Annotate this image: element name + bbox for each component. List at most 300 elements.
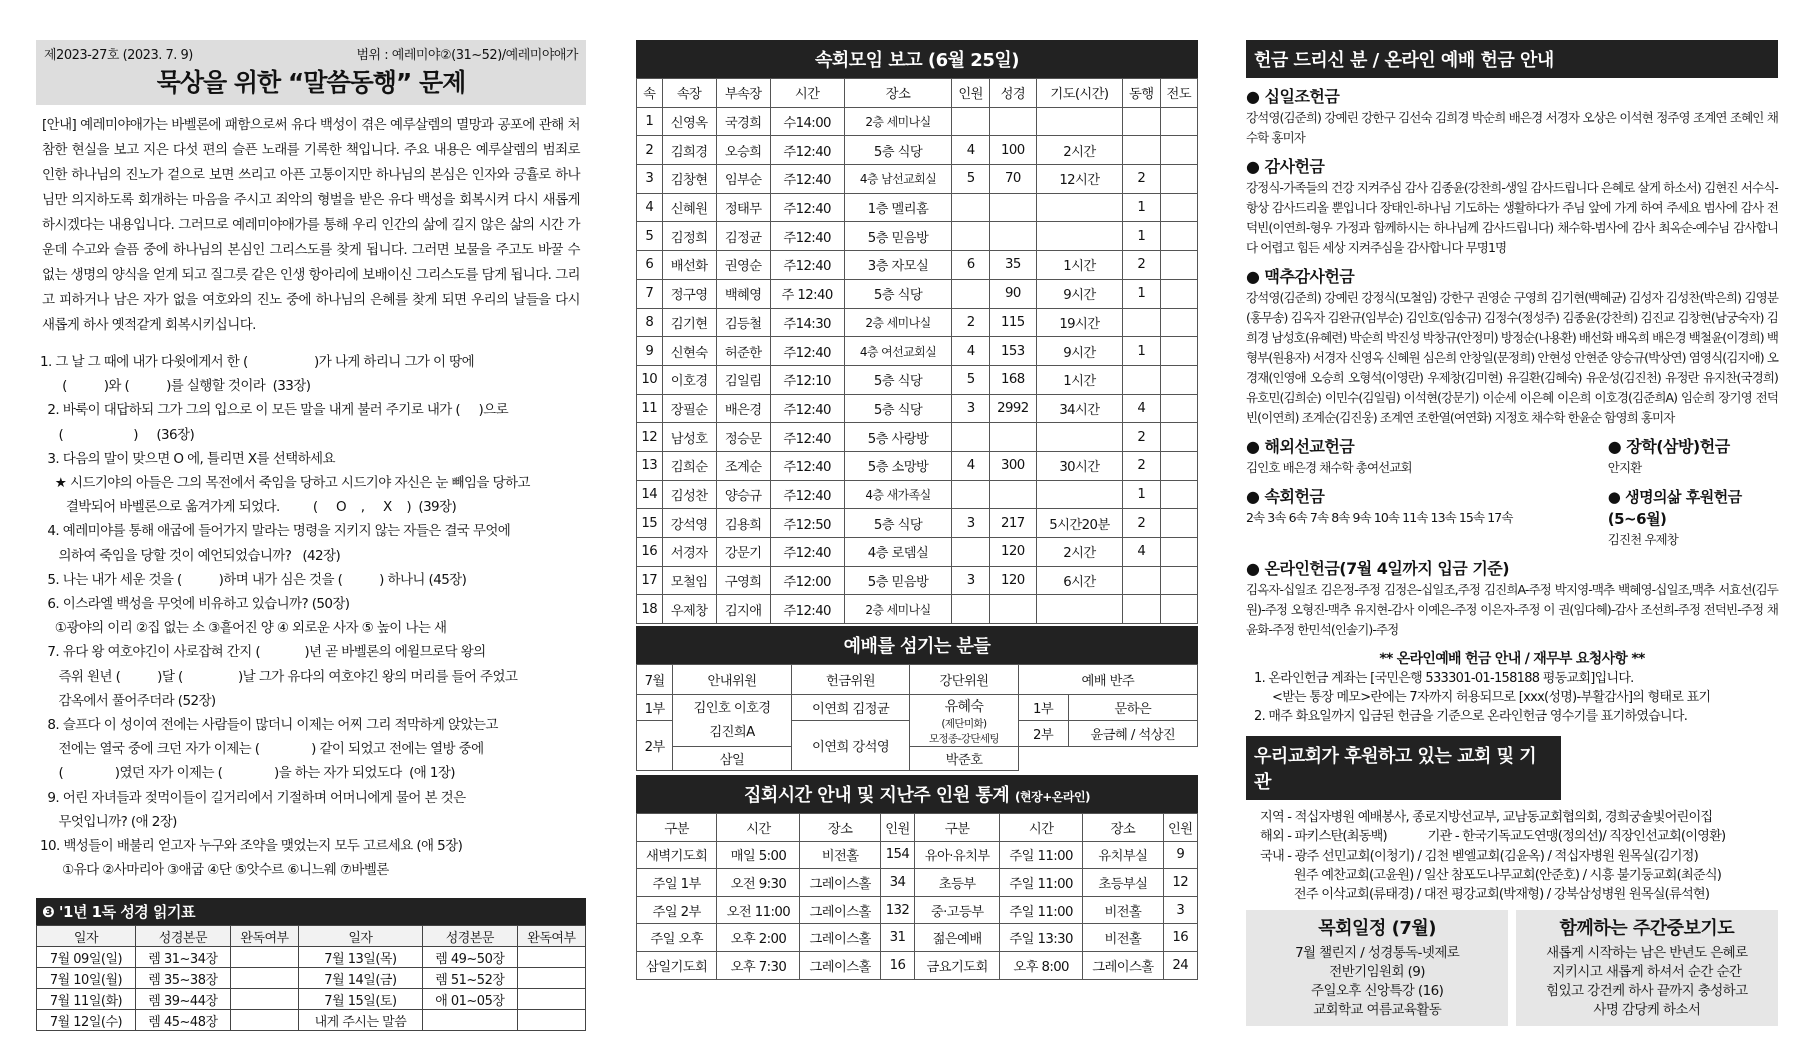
cell-names: 2속 3속 6속 7속 8속 9속 10속 11속 13속 15속 17속 xyxy=(1246,510,1513,525)
stats-cell: 매일 5:00 xyxy=(717,841,800,869)
issue-number: 제2023-27호 (2023. 7. 9) xyxy=(44,48,193,63)
meeting-cell: 수14:00 xyxy=(770,107,844,136)
acc-name-2: 윤금혜 / 석상진 xyxy=(1068,721,1197,747)
stats-cell: 그레이스홀 xyxy=(800,869,880,897)
prayer-line-2: 지키시고 새롭게 하셔서 순간 순간 xyxy=(1552,964,1742,981)
meeting-cell: 권영순 xyxy=(716,251,770,280)
reading-cell xyxy=(517,1010,585,1031)
support-title: 우리교회가 후원하고 있는 교회 및 기관 xyxy=(1246,736,1561,800)
stats-cell: 16 xyxy=(880,952,914,980)
meeting-cell xyxy=(1160,222,1198,251)
reading-cell xyxy=(230,989,298,1010)
tithe-names: 강석영(김준희) 강예린 강한구 김선숙 김희경 박순희 배은경 서경자 오상은 이석현 정주영 조계연 조혜인 채수학 홍미자 xyxy=(1246,110,1778,145)
meeting-cell: 19시간 xyxy=(1036,308,1122,337)
stats-cell: 오후 8:00 xyxy=(1000,952,1083,980)
acc-label-1: 1부 xyxy=(1018,695,1068,721)
meeting-cell: 5 xyxy=(952,165,989,194)
question-line: 감옥에서 풀어주더라 (52장) xyxy=(40,692,216,709)
question-line: 6. 이스라엘 백성을 무엇에 비유하고 있습니까? (50장) xyxy=(40,596,350,613)
meeting-cell: 15 xyxy=(637,509,663,538)
meeting-cell: 5층 사랑방 xyxy=(844,423,952,452)
stats-cell: 금요기도회 xyxy=(915,952,1000,980)
pastor-schedule-title: 목회일정 (7월) xyxy=(1318,918,1436,940)
table-row xyxy=(637,279,1198,308)
scholarship-names: 안지환 xyxy=(1607,460,1642,475)
meeting-cell xyxy=(1123,136,1160,165)
cell-heading: ● 속회헌금 xyxy=(1246,487,1325,506)
reading-cell: 7월 15일(토) xyxy=(299,989,423,1010)
pastor-schedule-box xyxy=(1246,910,1508,1026)
stats-cell: 유아·유치부 xyxy=(915,841,1000,869)
stats-cell: 새벽기도회 xyxy=(637,841,717,869)
table-row xyxy=(637,337,1198,366)
meeting-header-cell: 전도 xyxy=(1160,79,1198,108)
meeting-cell: 2 xyxy=(952,308,989,337)
meeting-cell: 12 xyxy=(637,423,663,452)
meeting-cell: 주12:40 xyxy=(770,222,844,251)
column-reports xyxy=(636,40,1198,980)
stats-cell: 주일 13:30 xyxy=(1000,924,1083,952)
meeting-cell: 153 xyxy=(989,337,1036,366)
meeting-cell: 신영옥 xyxy=(662,107,716,136)
meeting-cell: 김일림 xyxy=(716,365,770,394)
meeting-cell: 김희경 xyxy=(662,136,716,165)
reading-cell xyxy=(230,1010,298,1031)
meeting-header-cell: 인원 xyxy=(952,79,989,108)
question-line: 8. 슬프다 이 성이여 전에는 사람들이 많더니 이제는 어찌 그리 적막하게 앉았는고 xyxy=(40,717,498,734)
stats-cell: 주일 11:00 xyxy=(1000,869,1083,897)
meeting-cell: 4층 새가족실 xyxy=(844,480,952,509)
meeting-cell: 5층 믿음방 xyxy=(844,222,952,251)
meeting-cell xyxy=(952,193,989,222)
meeting-cell: 18 xyxy=(637,595,663,624)
meeting-cell: 5층 식당 xyxy=(844,394,952,423)
meeting-cell: 김정희 xyxy=(662,222,716,251)
acc-label-2: 2부 xyxy=(1018,721,1068,747)
meeting-cell xyxy=(989,193,1036,222)
table-row xyxy=(637,924,1198,952)
table-row xyxy=(37,968,586,989)
meeting-cell: 6 xyxy=(952,251,989,280)
meeting-cell xyxy=(989,107,1036,136)
bottom-boxes xyxy=(1246,910,1778,1026)
stats-cell: 12 xyxy=(1163,869,1197,897)
table-row xyxy=(637,841,1198,869)
column-offering xyxy=(1246,40,1778,1026)
meeting-cell: 2 xyxy=(1123,423,1160,452)
meeting-header-cell: 속 xyxy=(637,79,663,108)
meeting-cell: 5층 식당 xyxy=(844,365,952,394)
question-line: 전에는 열국 중에 크던 자가 이제는 ( ) 같이 되었고 전에는 열방 중에 xyxy=(40,741,484,758)
meeting-cell: 김용희 xyxy=(716,509,770,538)
mission-names: 김인호 배은경 채수학 총여선교회 xyxy=(1246,460,1412,475)
meeting-cell xyxy=(1160,595,1198,624)
meeting-cell: 주14:30 xyxy=(770,308,844,337)
meeting-cell: 5층 식당 xyxy=(844,509,952,538)
meeting-cell xyxy=(952,595,989,624)
scripture-range: 범위 : 예레미야②(31~52)/예레미야애가 xyxy=(356,48,578,63)
stats-cell: 삼일기도회 xyxy=(637,952,717,980)
pastor-line-4: 교회학교 여름교육활동 xyxy=(1313,1002,1442,1019)
meeting-cell: 주12:40 xyxy=(770,251,844,280)
guide-name-line: 김진희A xyxy=(709,724,755,740)
stats-cell: 9 xyxy=(1163,841,1197,869)
meeting-cell: 1시간 xyxy=(1036,251,1122,280)
table-row xyxy=(637,896,1198,924)
tithe-section xyxy=(1246,86,1778,148)
thanks-names: 강정식-가족들의 건강 지켜주심 감사 김종윤(강찬희-생일 감사드립니다 은혜로 살게 하소서) 김현진 서수식-항상 감사드리올 뿐입니다 장태인-하나님 기도하는 생활하다가 주님 앞에 가게 하여 주세요 범사에 감사 전덕빈(이연희-형우 가정과 함께하시는 하나님께 감사드립니다) 채수학-범사에 감사 최옥순-예수님 감사합니다 어렵고 힘든 세상 지켜주심을 감사합니다 무명1명 xyxy=(1246,180,1778,255)
thanks-heading: ● 감사헌금 xyxy=(1246,157,1325,176)
meeting-cell: 2992 xyxy=(989,394,1036,423)
table-row xyxy=(637,308,1198,337)
table-row xyxy=(37,947,586,968)
meeting-cell: 9 xyxy=(637,337,663,366)
worship-header-cell: 강단위원 xyxy=(910,665,1018,695)
question-line: ①광야의 이리 ②집 없는 소 ③흩어진 양 ④ 외로운 사자 ⑤ 높이 나는 새 xyxy=(40,620,447,637)
meeting-cell: 1 xyxy=(637,107,663,136)
stats-title xyxy=(636,775,1198,813)
altar-sub2: 모정종-강단세팅 xyxy=(928,732,999,745)
acc-name-1: 문하은 xyxy=(1068,695,1197,721)
meeting-cell xyxy=(1160,423,1198,452)
meeting-cell: 김정균 xyxy=(716,222,770,251)
meeting-cell: 김지애 xyxy=(716,595,770,624)
reading-header-cell: 성경본문 xyxy=(422,926,517,947)
meeting-cell: 12시간 xyxy=(1036,165,1122,194)
prayer-title: 함께하는 주간중보기도 xyxy=(1559,918,1735,940)
meeting-cell xyxy=(952,279,989,308)
stats-cell: 오후 2:00 xyxy=(717,924,800,952)
question-line: 즉위 원년 ( )달 ( )날 그가 유다의 여호야긴 왕의 머리를 들어 주었고 xyxy=(40,668,518,685)
meeting-cell: 4 xyxy=(1123,394,1160,423)
reading-cell: 렘 49~50장 xyxy=(422,947,517,968)
scholarship-heading: ● 장학(삼방)헌금 xyxy=(1607,437,1730,456)
meeting-header-cell: 시간 xyxy=(770,79,844,108)
stats-title-text: 집회시간 안내 및 지난주 인원 통계 xyxy=(743,785,1010,807)
table-row xyxy=(637,394,1198,423)
question-list xyxy=(36,338,586,882)
stats-cell: 초등부 xyxy=(915,869,1000,897)
worship-servers-title: 예배를 섬기는 분들 xyxy=(636,626,1198,664)
table-row xyxy=(637,222,1198,251)
notice-line-2: <받는 통장 메모>란에는 7자까지 허용되므로 [xxx(성명)-부활감사]의 형태로 표기 xyxy=(1272,690,1711,705)
acc-name-3: 박준호 xyxy=(910,747,1018,771)
reading-cell: 애 01~05장 xyxy=(422,989,517,1010)
table-row xyxy=(637,869,1198,897)
online-section xyxy=(1246,558,1778,640)
stats-cell: 주일 1부 xyxy=(637,869,717,897)
reading-cell: 렘 35~38장 xyxy=(135,968,230,989)
meeting-cell xyxy=(1160,136,1198,165)
meeting-cell: 217 xyxy=(989,509,1036,538)
question-line: 2. 바룩이 대답하되 그가 그의 입으로 이 모든 말을 내게 불러 주기로 내가 ( )으로 xyxy=(40,402,509,419)
meeting-cell: 우제창 xyxy=(662,595,716,624)
support-line: 원주 예찬교회(고윤원) / 일산 참포도나무교회(안준호) / 시흥 불기둥교회(최준식) xyxy=(1260,867,1722,883)
altar-name: 유혜숙 xyxy=(944,698,984,715)
meeting-cell: 주12:40 xyxy=(770,193,844,222)
meeting-cell: 90 xyxy=(989,279,1036,308)
meeting-cell: 2층 세미나실 xyxy=(844,595,952,624)
meeting-cell: 1 xyxy=(1123,193,1160,222)
reading-cell: 7월 13일(목) xyxy=(299,947,423,968)
reading-cell xyxy=(230,947,298,968)
online-heading: ● 온라인헌금(7월 4일까지 입금 기준) xyxy=(1246,559,1510,578)
meeting-cell: 남성호 xyxy=(662,423,716,452)
meeting-cell: 김창현 xyxy=(662,165,716,194)
life-heading: ● 생명의삶 후원헌금(5~6월) xyxy=(1607,488,1742,528)
meeting-cell xyxy=(1036,193,1122,222)
meeting-cell xyxy=(1036,423,1122,452)
stats-cell: 젊은예배 xyxy=(915,924,1000,952)
meeting-cell xyxy=(1160,337,1198,366)
meeting-cell: 7 xyxy=(637,279,663,308)
meeting-cell: 1 xyxy=(1123,222,1160,251)
meeting-cell: 장필순 xyxy=(662,394,716,423)
support-line: 전주 이삭교회(류태경) / 대전 평강교회(박재형) / 강북삼성병원 원목실(류석현) xyxy=(1260,887,1710,903)
meeting-cell xyxy=(1160,394,1198,423)
meeting-cell: 3 xyxy=(952,394,989,423)
altar-sub: (제단미화) xyxy=(941,717,987,730)
question-line: 1. 그 날 그 때에 내가 다윗에게서 한 ( )가 나게 하리니 그가 이 땅에 xyxy=(40,354,475,370)
reading-cell: 렘 31~34장 xyxy=(135,947,230,968)
meeting-cell: 3 xyxy=(952,566,989,595)
reading-cell xyxy=(517,989,585,1010)
reading-plan-title: ❸ '1년 1독 성경 읽기표 xyxy=(36,898,586,925)
meeting-cell xyxy=(952,480,989,509)
mission-row xyxy=(1246,436,1778,478)
meeting-cell: 주12:50 xyxy=(770,509,844,538)
meeting-cell: 5 xyxy=(952,365,989,394)
meeting-cell: 17 xyxy=(637,566,663,595)
meeting-cell xyxy=(989,222,1036,251)
online-notice xyxy=(1246,650,1778,726)
life-names: 김진천 우제창 xyxy=(1607,532,1678,547)
table-row xyxy=(637,480,1198,509)
meeting-cell: 1시간 xyxy=(1036,365,1122,394)
meeting-cell xyxy=(1160,165,1198,194)
table-row xyxy=(637,107,1198,136)
table-row xyxy=(37,989,586,1010)
meeting-cell: 구영희 xyxy=(716,566,770,595)
meeting-cell: 9시간 xyxy=(1036,337,1122,366)
meeting-header-cell: 장소 xyxy=(844,79,952,108)
guide-committee xyxy=(673,695,792,747)
question-line: 10. 백성들이 배불리 얻고자 누구와 조약을 맺었는지 모두 고르세요 (애 5장) xyxy=(40,838,463,855)
meeting-cell: 34시간 xyxy=(1036,394,1122,423)
meeting-cell: 6 xyxy=(637,251,663,280)
reading-header-cell: 일자 xyxy=(37,926,136,947)
meeting-cell xyxy=(952,107,989,136)
meeting-cell: 5층 믿음방 xyxy=(844,566,952,595)
reading-cell: 7월 11일(화) xyxy=(37,989,136,1010)
table-row xyxy=(37,1010,586,1031)
meeting-cell: 1 xyxy=(1123,480,1160,509)
thanks-section xyxy=(1246,156,1778,258)
guide-name-line: 김인호 이호경 xyxy=(693,700,771,716)
meeting-cell xyxy=(1160,480,1198,509)
meeting-cell: 1층 멜리홈 xyxy=(844,193,952,222)
meeting-cell: 오승희 xyxy=(716,136,770,165)
table-row xyxy=(637,423,1198,452)
meeting-cell: 1 xyxy=(1123,279,1160,308)
column-quiz xyxy=(36,40,586,1031)
stats-cell: 주일 11:00 xyxy=(1000,841,1083,869)
meeting-cell: 8 xyxy=(637,308,663,337)
meeting-cell: 양승규 xyxy=(716,480,770,509)
question-line: 5. 나는 내가 세운 것을 ( )하며 내가 심은 것을 ( ) 하나니 (45장) xyxy=(40,571,467,588)
meeting-cell: 백혜영 xyxy=(716,279,770,308)
reading-cell: 렘 51~52장 xyxy=(422,968,517,989)
meeting-cell xyxy=(1036,222,1122,251)
pastor-line-1: 7월 챌린지 / 성경통독-넷제로 xyxy=(1295,945,1460,962)
table-row xyxy=(637,595,1198,624)
stats-cell: 주일 2부 xyxy=(637,896,717,924)
question-line: ①유다 ②사마리아 ③애굽 ④단 ⑤앗수르 ⑥니느웨 ⑦바벨론 xyxy=(40,862,389,879)
altar-committee xyxy=(910,695,1018,747)
notice-line-3: 2. 매주 화요일까지 입금된 헌금을 기준으로 온라인헌금 영수기를 표기하였습니다. xyxy=(1254,709,1688,724)
notice-title: ** 온라인예배 헌금 안내 / 재무부 요청사항 ** xyxy=(1379,651,1645,667)
support-line: 지역 - 적십자병원 예배봉사, 종로지방선교부, 교남동교회협의회, 경희궁솔빛어린이집 xyxy=(1260,810,1713,825)
stats-cell: 154 xyxy=(880,841,914,869)
meeting-report-table xyxy=(636,78,1198,624)
meeting-cell xyxy=(1160,107,1198,136)
stats-cell: 오전 11:00 xyxy=(717,896,800,924)
meeting-cell xyxy=(952,538,989,567)
meeting-cell xyxy=(1036,480,1122,509)
stats-cell: 오후 7:30 xyxy=(717,952,800,980)
meeting-cell xyxy=(1160,451,1198,480)
reading-header-cell: 완독여부 xyxy=(517,926,585,947)
meeting-cell: 4층 로뎀실 xyxy=(844,538,952,567)
table-row xyxy=(637,365,1198,394)
meeting-cell: 5층 소망방 xyxy=(844,451,952,480)
table-row xyxy=(637,251,1198,280)
stats-header-cell: 구분 xyxy=(915,814,1000,842)
meeting-cell: 2 xyxy=(1123,509,1160,538)
question-line: 4. 예레미야를 통해 애굽에 들어가지 말라는 명령을 지키지 않는 자들은 결국 무엇에 xyxy=(40,523,511,540)
reading-cell: 내게 주시는 말씀 xyxy=(299,1010,423,1031)
meeting-cell: 4 xyxy=(637,193,663,222)
stats-cell: 31 xyxy=(880,924,914,952)
reading-cell: 렘 39~44장 xyxy=(135,989,230,1010)
meeting-cell: 5층 식당 xyxy=(844,136,952,165)
meeting-cell: 2 xyxy=(1123,165,1160,194)
meeting-cell xyxy=(1123,595,1160,624)
question-line: 무엇입니까? (애 2장) xyxy=(40,813,177,830)
meeting-cell: 35 xyxy=(989,251,1036,280)
meeting-cell: 115 xyxy=(989,308,1036,337)
reading-cell xyxy=(517,947,585,968)
meeting-cell: 30시간 xyxy=(1036,451,1122,480)
reading-header-cell: 완독여부 xyxy=(230,926,298,947)
offering-committee-1: 이연희 김정균 xyxy=(791,695,910,721)
meeting-cell: 김성찬 xyxy=(662,480,716,509)
meeting-cell xyxy=(989,480,1036,509)
offering-title: 헌금 드리신 분 / 온라인 예배 헌금 안내 xyxy=(1246,40,1778,78)
meeting-cell xyxy=(1160,279,1198,308)
stats-cell: 오전 9:30 xyxy=(717,869,800,897)
meeting-cell: 2 xyxy=(637,136,663,165)
stats-cell: 그레이스홀 xyxy=(800,952,880,980)
prayer-line-4: 사명 감당케 하소서 xyxy=(1593,1002,1701,1019)
question-line: 3. 다음의 말이 맞으면 O 에, 틀리면 X를 선택하세요 xyxy=(40,450,335,467)
meeting-cell: 강석영 xyxy=(662,509,716,538)
meeting-cell: 2시간 xyxy=(1036,136,1122,165)
meeting-header-cell: 속장 xyxy=(662,79,716,108)
meeting-cell xyxy=(952,222,989,251)
table-row xyxy=(637,952,1198,980)
meeting-cell: 100 xyxy=(989,136,1036,165)
quiz-header xyxy=(36,40,586,63)
online-names: 김옥자-십일조 김은정-주정 김정은-십일조,주정 김진희A-주정 박지영-맥추 백혜영-십일조,맥추 서효선(김두원)-주정 오형진-맥추 유지현-감사 이예은-주정 이은자-주정 이 권(임다혜)-감사 조선희-주정 전덕빈-주정 채윤화-주정 한민석(인솔기)-주정 xyxy=(1246,582,1778,637)
table-row xyxy=(637,538,1198,567)
meeting-cell: 주 12:40 xyxy=(770,279,844,308)
meeting-cell: 김등철 xyxy=(716,308,770,337)
support-line: 해외 - 파키스탄(최동백) 기관 - 한국기독교도연맹(정의선)/ 직장인선교회(이영환) xyxy=(1260,829,1726,845)
meeting-cell xyxy=(1160,193,1198,222)
worship-servers-table xyxy=(636,664,1198,771)
meeting-cell xyxy=(1160,509,1198,538)
stats-cell: 그레이스홀 xyxy=(1083,952,1163,980)
table-row xyxy=(637,566,1198,595)
meeting-cell: 김기현 xyxy=(662,308,716,337)
meeting-cell: 모철임 xyxy=(662,566,716,595)
tithe-heading: ● 십일조헌금 xyxy=(1246,87,1340,106)
meeting-cell: 3 xyxy=(952,509,989,538)
stats-cell: 비전홀 xyxy=(800,841,880,869)
notice-line-1: 1. 온라인헌금 계좌는 [국민은행 533301-01-158188 평동교회]입니다. xyxy=(1254,671,1634,686)
stats-header-cell: 장소 xyxy=(800,814,880,842)
meeting-cell xyxy=(1036,595,1122,624)
question-line: ★ 시드기야의 아들은 그의 목전에서 죽임을 당하고 시드기야 자신은 눈 빼임을 당하고 xyxy=(40,475,530,492)
question-line: 9. 어린 자녀들과 젖먹이들이 길거리에서 기절하며 어머니에게 물어 본 것은 xyxy=(40,789,466,806)
meeting-cell: 2 xyxy=(1123,251,1160,280)
stats-cell: 16 xyxy=(1163,924,1197,952)
meeting-cell: 4 xyxy=(1123,538,1160,567)
stats-cell: 비전홀 xyxy=(1083,896,1163,924)
meeting-cell: 2 xyxy=(1123,451,1160,480)
meeting-cell: 4 xyxy=(952,337,989,366)
meeting-cell xyxy=(1123,107,1160,136)
stats-cell: 주일 오후 xyxy=(637,924,717,952)
meeting-cell: 3층 자모실 xyxy=(844,251,952,280)
meeting-cell xyxy=(952,423,989,452)
intro-text: [안내] 예레미야애가는 바벨론에 패함으로써 유다 백성이 겪은 예루살렘의 멸망과 공포에 관해 처참한 현실을 보고 지은 다섯 편의 슬픈 노래를 기록한 책입니다. 주요 내용은 예루살렘의 범죄로 인한 하나님의 진노가 겉으로 보면 쓰리고 아픈 고통이지만 하나님의 본심은 인자와 긍휼로 하나님만 의지하도록 회개하는 마음을 주시고 죄악의 형벌을 받은 유다 백성을 회복시켜 다시 새롭게 하시겠다는 내용입니다. 그러므로 예레미야애가를 통해 우리 인간의 삶에 길지 않은 삶의 시간 가운데 수고와 슬픔 중에 하나님의 본심인 그리스도를 찾게 됩니다. 그러면 보물을 주고도 바꿀 수 없는 생명의 양식을 얻게 되고 질그릇 같은 인생 항아리에 보배이신 그리스도를 담게 됩니다. 그리고 피하거나 남은 자가 없을 여호와의 진노 중에 하나님의 은혜를 찾게 되면 우리의 날들을 다시 새롭게 하사 옛적같게 회복시키십니다. xyxy=(42,117,580,333)
stats-cell: 유치부실 xyxy=(1083,841,1163,869)
meeting-cell xyxy=(989,423,1036,452)
stats-cell: 그레이스홀 xyxy=(800,896,880,924)
reading-plan-table xyxy=(36,925,586,1031)
meeting-cell: 임부순 xyxy=(716,165,770,194)
reading-header-cell: 성경본문 xyxy=(135,926,230,947)
meeting-cell: 주12:40 xyxy=(770,337,844,366)
reading-cell: 7월 14일(금) xyxy=(299,968,423,989)
attendance-table xyxy=(636,813,1198,980)
meeting-cell: 주12:00 xyxy=(770,566,844,595)
table-row xyxy=(637,136,1198,165)
meeting-cell: 16 xyxy=(637,538,663,567)
page-title: 묵상을 위한 “말씀동행” 문제 xyxy=(36,63,586,105)
meeting-cell: 주12:10 xyxy=(770,365,844,394)
meeting-cell: 김희순 xyxy=(662,451,716,480)
table-row xyxy=(637,509,1198,538)
meeting-cell: 국경희 xyxy=(716,107,770,136)
worship-header-cell: 7월 xyxy=(637,665,673,695)
meeting-cell xyxy=(1160,538,1198,567)
meeting-header-cell: 기도(시간) xyxy=(1036,79,1122,108)
stats-header-cell: 시간 xyxy=(1000,814,1083,842)
meeting-cell: 5층 식당 xyxy=(844,279,952,308)
